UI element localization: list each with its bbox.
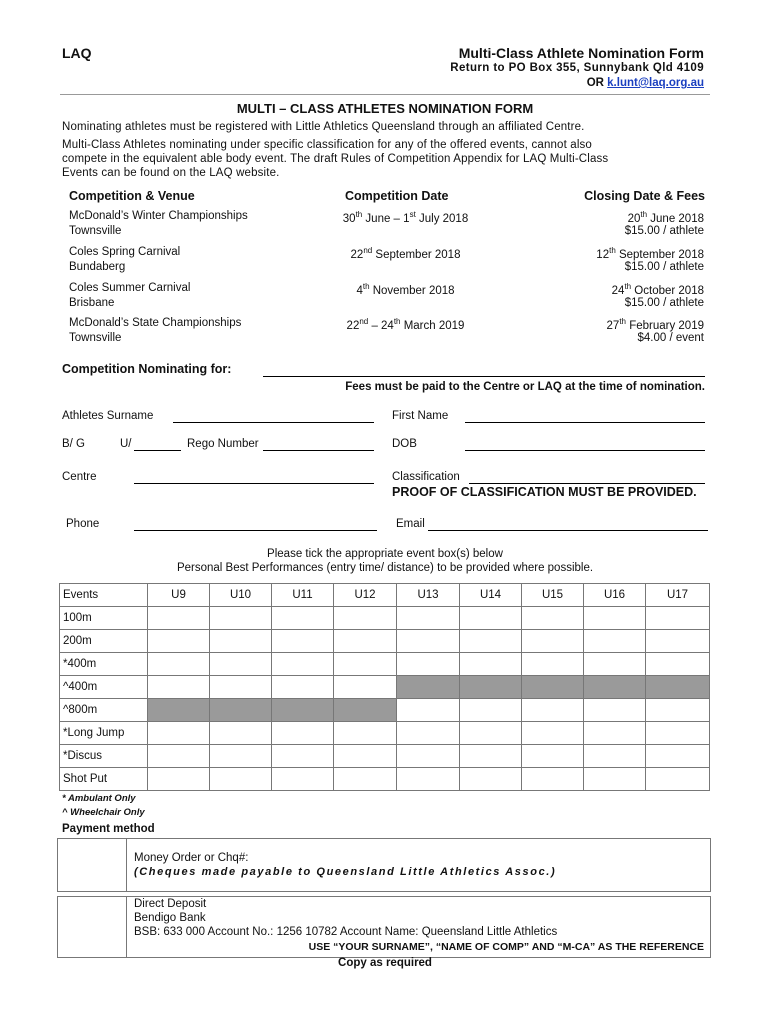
first-name-label: First Name — [392, 410, 449, 422]
competition-name: Coles Summer Carnival — [69, 282, 191, 294]
competition-date — [338, 246, 473, 261]
competition-fee: $15.00 / athlete — [624, 225, 704, 237]
rego-label: Rego Number — [187, 438, 259, 450]
event-tick-box[interactable] — [522, 722, 584, 745]
competition-venue: Townsville — [69, 225, 122, 237]
event-row — [60, 630, 710, 653]
reference-note: USE “YOUR SURNAME”, “NAME OF COMP” AND “M-CA” AS THE REFERENCE — [308, 941, 704, 953]
closing-rest: February 2019 — [626, 319, 704, 332]
event-tick-box[interactable] — [210, 630, 272, 653]
event-tick-box[interactable] — [397, 653, 460, 676]
email-line — [587, 77, 704, 89]
classification-label: Classification — [392, 471, 460, 483]
main-title: MULTI – CLASS ATHLETES NOMINATION FORM — [236, 101, 534, 116]
event-tick-box[interactable] — [646, 722, 710, 745]
intro-p2-l3: Events can be found on the LAQ website. — [62, 167, 280, 179]
event-tick-box[interactable] — [148, 653, 210, 676]
competition-date — [338, 210, 473, 225]
form-title: Multi-Class Athlete Nomination Form — [458, 45, 704, 61]
events-intro-l2: Personal Best Performances (entry time/ distance) to be provided where possible. — [176, 562, 594, 574]
classification-input[interactable] — [469, 483, 705, 484]
age-group-header: U12 — [334, 584, 397, 607]
event-tick-box[interactable] — [272, 722, 334, 745]
event-tick-box[interactable] — [646, 653, 710, 676]
event-tick-box[interactable] — [334, 745, 397, 768]
event-tick-box[interactable] — [522, 699, 584, 722]
date-header: Competition Date — [345, 189, 449, 203]
intro-p2-l2: compete in the equivalent able body event. The draft Rules of Competition Appendix for LAQ Multi-Class — [62, 153, 609, 165]
event-tick-box[interactable] — [210, 676, 272, 699]
competition-venue: Brisbane — [69, 297, 115, 309]
event-name: ^800m — [60, 699, 148, 722]
competition-venue: Bundaberg — [69, 261, 126, 273]
event-tick-box[interactable] — [460, 653, 522, 676]
return-address: Return to PO Box 355, Sunnybank Qld 4109 — [450, 62, 704, 74]
competition-venue: Townsville — [69, 332, 122, 344]
email-link[interactable]: k.lunt@laq.org.au — [607, 77, 704, 89]
event-tick-box[interactable] — [646, 630, 710, 653]
event-tick-box[interactable] — [334, 768, 397, 791]
u-label: U/ — [120, 438, 132, 450]
fees-note: Fees must be paid to the Centre or LAQ at the time of nomination. — [345, 381, 705, 393]
event-tick-box[interactable] — [522, 630, 584, 653]
event-name: Shot Put — [60, 768, 148, 791]
direct-deposit-divider — [126, 897, 128, 957]
competition-fee: $4.00 / event — [637, 332, 704, 344]
event-name: *Discus — [60, 745, 148, 768]
event-tick-box[interactable] — [148, 722, 210, 745]
date-rest: – 24 — [368, 319, 394, 332]
surname-input[interactable] — [173, 422, 374, 423]
event-tick-box[interactable] — [334, 630, 397, 653]
closing-rest: September 2018 — [615, 248, 704, 261]
event-tick-box[interactable] — [522, 653, 584, 676]
event-cell-unavailable — [397, 676, 460, 699]
closing-day-suffix: th — [619, 317, 626, 326]
rego-input[interactable] — [263, 450, 374, 451]
event-tick-box[interactable] — [584, 768, 646, 791]
event-row — [60, 676, 710, 699]
closing-date — [596, 246, 704, 261]
event-tick-box[interactable] — [397, 768, 460, 791]
event-tick-box[interactable] — [460, 630, 522, 653]
event-cell-unavailable — [210, 699, 272, 722]
age-group-header: U13 — [397, 584, 460, 607]
events-intro-l1: Please tick the appropriate event box(s) below — [267, 548, 503, 560]
age-group-header: U15 — [522, 584, 584, 607]
bg-label: B/ G — [62, 438, 86, 450]
event-tick-box[interactable] — [210, 722, 272, 745]
event-tick-box[interactable] — [460, 607, 522, 630]
closing-day: 12 — [596, 248, 610, 261]
event-tick-box[interactable] — [646, 745, 710, 768]
intro-p1: Nominating athletes must be registered with Little Athletics Queensland through an affiliated Centre. — [62, 121, 585, 133]
event-tick-box[interactable] — [334, 607, 397, 630]
event-tick-box[interactable] — [522, 745, 584, 768]
event-tick-box[interactable] — [210, 607, 272, 630]
event-tick-box[interactable] — [397, 745, 460, 768]
email-label: Email — [396, 518, 425, 530]
competition-fee: $15.00 / athlete — [624, 261, 704, 273]
event-tick-box[interactable] — [584, 699, 646, 722]
event-tick-box[interactable] — [460, 768, 522, 791]
venue-header: Competition & Venue — [69, 189, 195, 203]
copy-note: Copy as required — [338, 957, 432, 969]
closing-day-suffix: th — [624, 282, 632, 291]
bank-details: BSB: 633 000 Account No.: 1256 10782 Account Name: Queensland Little Athletics — [134, 926, 558, 938]
events-header: Events — [60, 584, 148, 607]
closing-header: Closing Date & Fees — [584, 189, 705, 203]
closing-rest: October 2018 — [631, 284, 704, 297]
event-tick-box[interactable] — [272, 768, 334, 791]
event-row — [60, 653, 710, 676]
direct-deposit-label: Direct Deposit — [134, 898, 207, 910]
competition-date — [338, 282, 473, 297]
proof-note: PROOF OF CLASSIFICATION MUST BE PROVIDED. — [392, 485, 697, 499]
event-tick-box[interactable] — [522, 607, 584, 630]
event-cell-unavailable — [272, 699, 334, 722]
date-end-rest: March 2019 — [400, 319, 465, 332]
competition-name: Coles Spring Carnival — [69, 246, 181, 258]
event-tick-box[interactable] — [397, 630, 460, 653]
competition-date — [338, 317, 473, 332]
event-tick-box[interactable] — [584, 607, 646, 630]
phone-input[interactable] — [134, 530, 377, 531]
event-name: 200m — [60, 630, 148, 653]
nominating-label: Competition Nominating for: — [62, 362, 232, 376]
event-tick-box[interactable] — [210, 653, 272, 676]
payment-title: Payment method — [62, 823, 155, 835]
phone-label: Phone — [66, 518, 100, 530]
event-name: *400m — [60, 653, 148, 676]
email-input[interactable] — [428, 530, 708, 531]
event-row — [60, 745, 710, 768]
event-cell-unavailable — [522, 676, 584, 699]
event-tick-box[interactable] — [272, 676, 334, 699]
event-tick-box[interactable] — [148, 676, 210, 699]
event-tick-box[interactable] — [460, 745, 522, 768]
date-end-suffix: st — [409, 210, 416, 219]
event-tick-box[interactable] — [334, 676, 397, 699]
or-label: OR — [586, 77, 604, 89]
event-tick-box[interactable] — [646, 607, 710, 630]
event-tick-box[interactable] — [522, 768, 584, 791]
ambulant-note: * Ambulant Only — [62, 793, 136, 804]
closing-rest: June 2018 — [647, 212, 704, 225]
date-end-rest: July 2018 — [415, 212, 469, 225]
event-tick-box[interactable] — [272, 630, 334, 653]
event-cell-unavailable — [460, 676, 522, 699]
org-name: LAQ — [62, 45, 92, 61]
closing-day: 24 — [611, 284, 625, 297]
closing-date — [628, 210, 704, 225]
money-order-label: Money Order or Chq#: — [134, 852, 249, 864]
event-tick-box[interactable] — [210, 768, 272, 791]
event-tick-box[interactable] — [148, 768, 210, 791]
competition-name: McDonald’s Winter Championships — [69, 210, 248, 222]
date-day: 22 — [346, 319, 360, 332]
event-tick-box[interactable] — [272, 653, 334, 676]
date-day: 30 — [342, 212, 356, 225]
date-rest: September 2018 — [372, 248, 461, 261]
nominating-input[interactable] — [263, 376, 705, 377]
event-tick-box[interactable] — [334, 653, 397, 676]
date-day-suffix: th — [362, 282, 370, 291]
date-end-suffix: th — [393, 317, 401, 326]
event-tick-box[interactable] — [584, 745, 646, 768]
age-group-header: U17 — [646, 584, 710, 607]
age-group-header: U14 — [460, 584, 522, 607]
event-tick-box[interactable] — [397, 722, 460, 745]
date-day: 4 — [356, 284, 363, 297]
event-tick-box[interactable] — [334, 722, 397, 745]
age-group-header: U10 — [210, 584, 272, 607]
date-day-suffix: th — [355, 210, 363, 219]
event-tick-box[interactable] — [148, 745, 210, 768]
event-tick-box[interactable] — [397, 607, 460, 630]
centre-input[interactable] — [134, 483, 374, 484]
event-tick-box[interactable] — [272, 745, 334, 768]
closing-day-suffix: th — [640, 210, 648, 219]
age-group-header: U11 — [272, 584, 334, 607]
event-tick-box[interactable] — [148, 607, 210, 630]
dob-label: DOB — [392, 438, 417, 450]
centre-label: Centre — [62, 471, 97, 483]
dob-input[interactable] — [465, 450, 705, 451]
competition-name: McDonald’s State Championships — [69, 317, 242, 329]
competition-fee: $15.00 / athlete — [624, 297, 704, 309]
closing-day-suffix: th — [609, 246, 616, 255]
money-order-box — [57, 838, 711, 892]
event-tick-box[interactable] — [646, 768, 710, 791]
event-row — [60, 699, 710, 722]
event-tick-box[interactable] — [460, 699, 522, 722]
date-day-suffix: nd — [363, 246, 373, 255]
event-cell-unavailable — [584, 676, 646, 699]
event-tick-box[interactable] — [584, 653, 646, 676]
date-day: 22 — [350, 248, 364, 261]
age-group-input[interactable] — [134, 450, 181, 451]
direct-deposit-box — [57, 896, 711, 958]
closing-date — [612, 282, 704, 297]
event-cell-unavailable — [334, 699, 397, 722]
closing-day: 20 — [627, 212, 641, 225]
event-tick-box[interactable] — [584, 630, 646, 653]
event-tick-box[interactable] — [210, 745, 272, 768]
surname-label: Athletes Surname — [62, 410, 154, 422]
cheque-payable-note: (Cheques made payable to Queensland Little Athletics Assoc.) — [134, 866, 557, 878]
age-group-header: U16 — [584, 584, 646, 607]
money-order-divider — [126, 839, 128, 891]
event-tick-box[interactable] — [460, 722, 522, 745]
age-group-header: U9 — [148, 584, 210, 607]
event-name: ^400m — [60, 676, 148, 699]
event-tick-box[interactable] — [148, 630, 210, 653]
event-row — [60, 768, 710, 791]
header-divider — [60, 94, 710, 95]
bank-name: Bendigo Bank — [134, 912, 206, 924]
closing-date — [607, 317, 704, 332]
wheelchair-note: ^ Wheelchair Only — [62, 807, 145, 818]
first-name-input[interactable] — [465, 422, 705, 423]
closing-day: 27 — [606, 319, 620, 332]
event-name: 100m — [60, 607, 148, 630]
event-tick-box[interactable] — [646, 699, 710, 722]
event-name: *Long Jump — [60, 722, 148, 745]
event-tick-box[interactable] — [272, 607, 334, 630]
events-header-row — [60, 584, 710, 607]
event-cell-unavailable — [148, 699, 210, 722]
event-tick-box[interactable] — [584, 722, 646, 745]
intro-p2-l1: Multi-Class Athletes nominating under specific classification for any of the offered events, cannot also — [62, 139, 592, 151]
events-table — [59, 583, 710, 791]
date-rest: June – 1 — [362, 212, 410, 225]
event-cell-unavailable — [646, 676, 710, 699]
event-row — [60, 607, 710, 630]
date-rest: November 2018 — [369, 284, 455, 297]
date-day-suffix: nd — [359, 317, 369, 326]
event-row — [60, 722, 710, 745]
event-tick-box[interactable] — [397, 699, 460, 722]
